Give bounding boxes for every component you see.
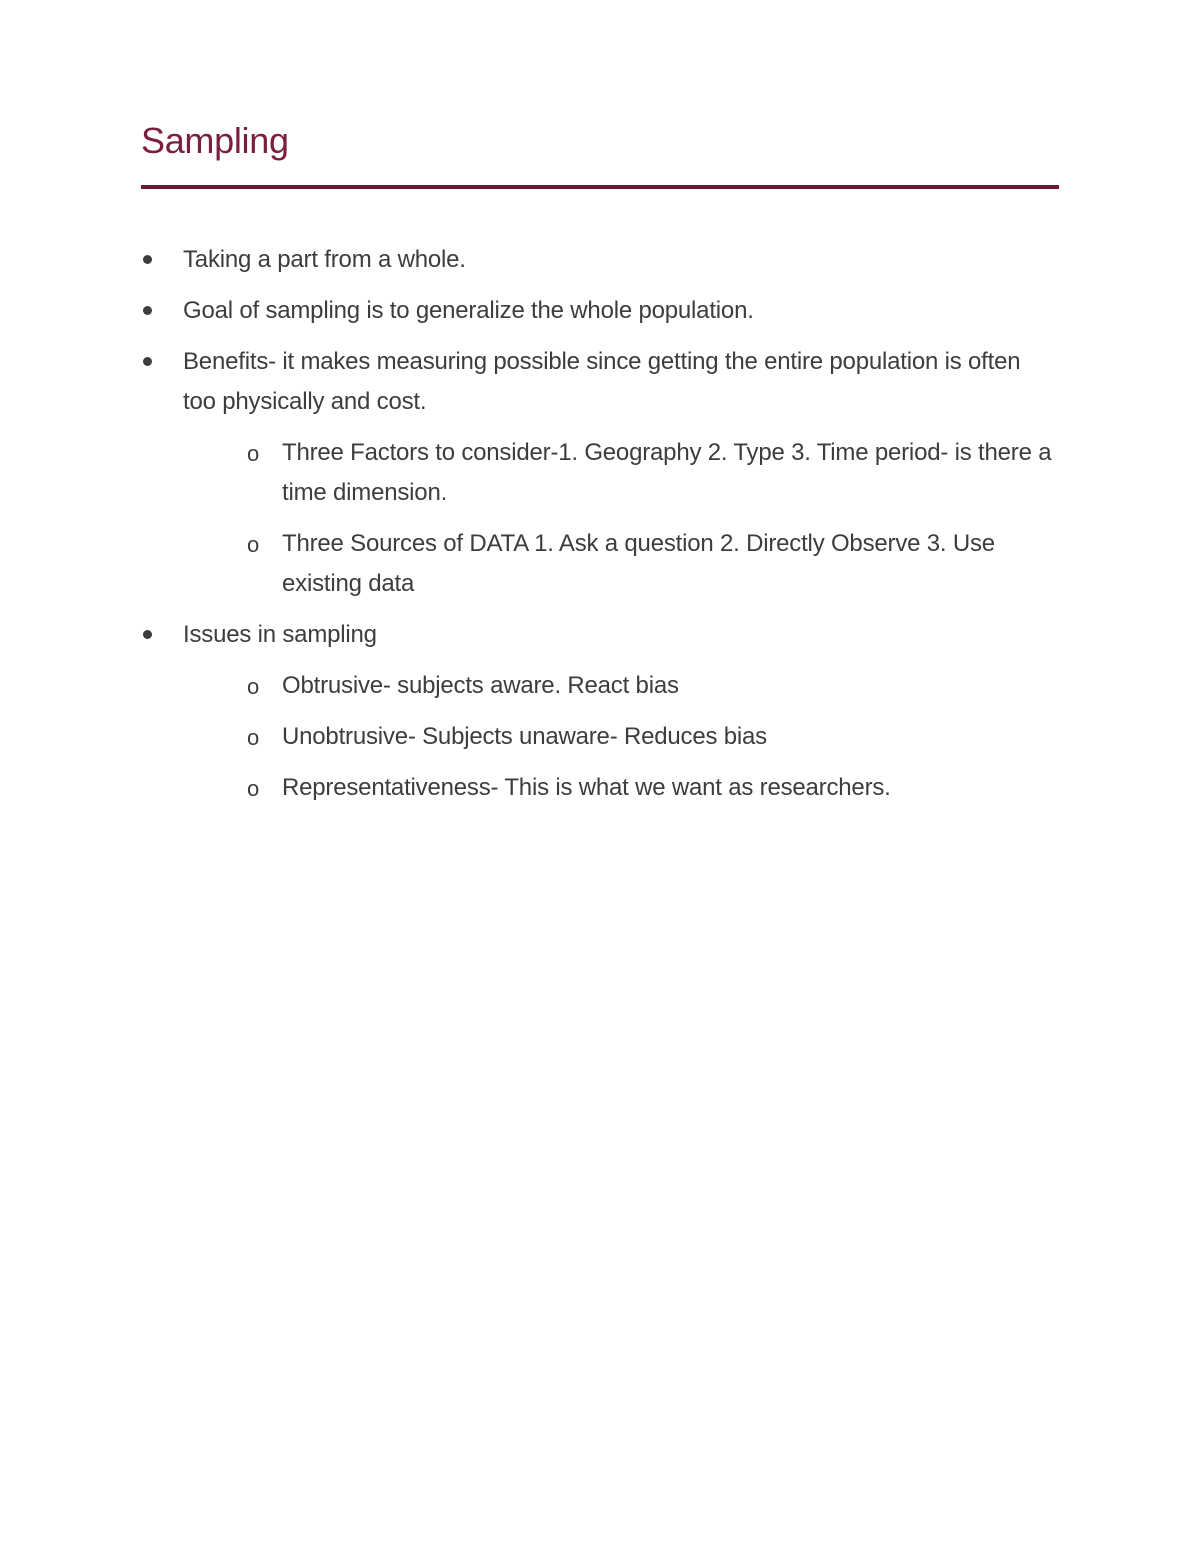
sub-list-item-text: Unobtrusive- Subjects unaware- Reduces bias	[282, 723, 767, 750]
sub-bullet-icon: o	[247, 725, 260, 750]
list-item	[141, 615, 1059, 655]
list-item-text: Issues in sampling	[183, 621, 377, 648]
bullet-icon	[143, 255, 152, 264]
title-divider	[141, 185, 1059, 189]
sub-list-item-text: Three Factors to consider-1. Geography 2. Type 3. Time period- is there a time dimension.	[282, 439, 1052, 506]
bullet-icon	[143, 630, 152, 639]
list-item	[141, 240, 1059, 280]
sub-list-item-text: Three Sources of DATA 1. Ask a question 2. Directly Observe 3. Use existing data	[282, 530, 995, 597]
sub-list-item	[141, 717, 1059, 757]
sub-list-item	[141, 524, 1059, 604]
sub-bullet-icon: o	[247, 532, 260, 557]
list-item-text: Taking a part from a whole.	[183, 246, 466, 273]
bullet-icon	[143, 357, 152, 366]
list-item-text: Benefits- it makes measuring possible since getting the entire population is often too physically and cost.	[183, 348, 1021, 415]
list-item-text: Goal of sampling is to generalize the whole population.	[183, 297, 754, 324]
sub-list-item-text: Obtrusive- subjects aware. React bias	[282, 672, 679, 699]
bullet-icon	[143, 306, 152, 315]
sub-list-item	[141, 768, 1059, 808]
sub-bullet-icon: o	[247, 441, 260, 466]
list-item	[141, 291, 1059, 331]
list-item	[141, 342, 1059, 422]
sub-list-item	[141, 666, 1059, 706]
bullet-list	[141, 240, 1059, 819]
sub-list-item-text: Representativeness- This is what we want as researchers.	[282, 774, 891, 801]
sub-bullet-icon: o	[247, 674, 260, 699]
sub-list-item	[141, 433, 1059, 513]
page-title: Sampling	[141, 120, 289, 161]
sub-bullet-icon: o	[247, 776, 260, 801]
